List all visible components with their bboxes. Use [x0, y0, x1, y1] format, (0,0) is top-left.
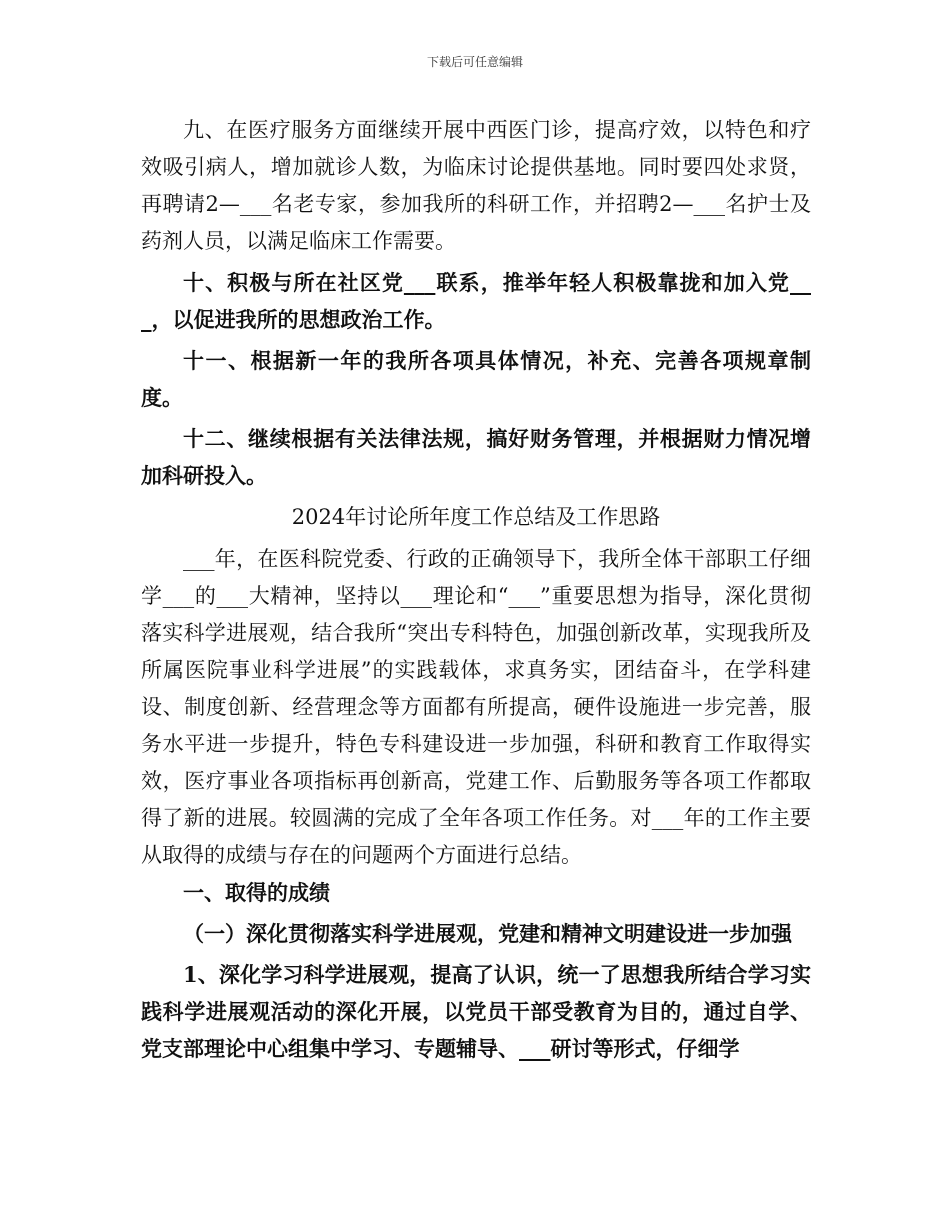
paragraph-item-12: 十二、继续根据有关法律法规，搞好财务管理，并根据财力情况增加科研投入。	[141, 426, 811, 488]
document-body	[141, 112, 811, 1067]
paragraph-item-10: 十、积极与所在社区党___联系，推举年轻人积极靠拢和加入党___，以促进我所的思想政治工作。	[141, 270, 811, 332]
section-heading-achievements: 一、取得的成绩	[183, 880, 330, 905]
paragraph-item-11: 十一、根据新一年的我所各项具体情况，补充、完善各项规章制度。	[141, 348, 811, 410]
paragraph-intro: ___年，在医科院党委、行政的正确领导下，我所全体干部职工仔细学___的___大精神，坚持以___理论和“___”重要思想为指导，深化贯彻落实科学进展观，结合我所“突出专科特色，加强创新改革，实现我所及所属医院事业科学进展”的实践载体，求真务实，团结奋斗，在学科建设、制度创新、经营理念等方面都有所提高，硬件设施进一步完善，服务水平进一步提升，特色专科建设进一步加强，科研和教育工作取得实效，医疗事业各项指标再创新高，党建工作、后勤服务等各项工作都取得了新的进展。较圆满的完成了全年各项工作任务。对___年的工作主要从取得的成绩与存在的问题两个方面进行总结。	[141, 547, 811, 867]
document-title: 2024年讨论所年度工作总结及工作思路	[291, 505, 661, 529]
paragraph-item-1: 1、深化学习科学进展观，提高了认识，统一了思想我所结合学习实践科学进展观活动的深化开展，以党员干部受教育为目的，通过自学、党支部理论中心组集中学习、专题辅导、___研讨等形式，仔细学	[141, 962, 811, 1061]
paragraph-item-9: 九、在医疗服务方面继续开展中西医门诊，提高疗效，以特色和疗效吸引病人，增加就诊人数，为临床讨论提供基地。同时要四处求贤，再聘请2—___名老专家，参加我所的科研工作，并招聘2—___名护士及药剂人员，以满足临床工作需要。	[141, 118, 811, 253]
page-header: 下载后可任意编辑	[426, 55, 523, 69]
subsection-heading-1: （一）深化贯彻落实科学进展观，党建和精神文明建设进一步加强	[183, 921, 792, 946]
